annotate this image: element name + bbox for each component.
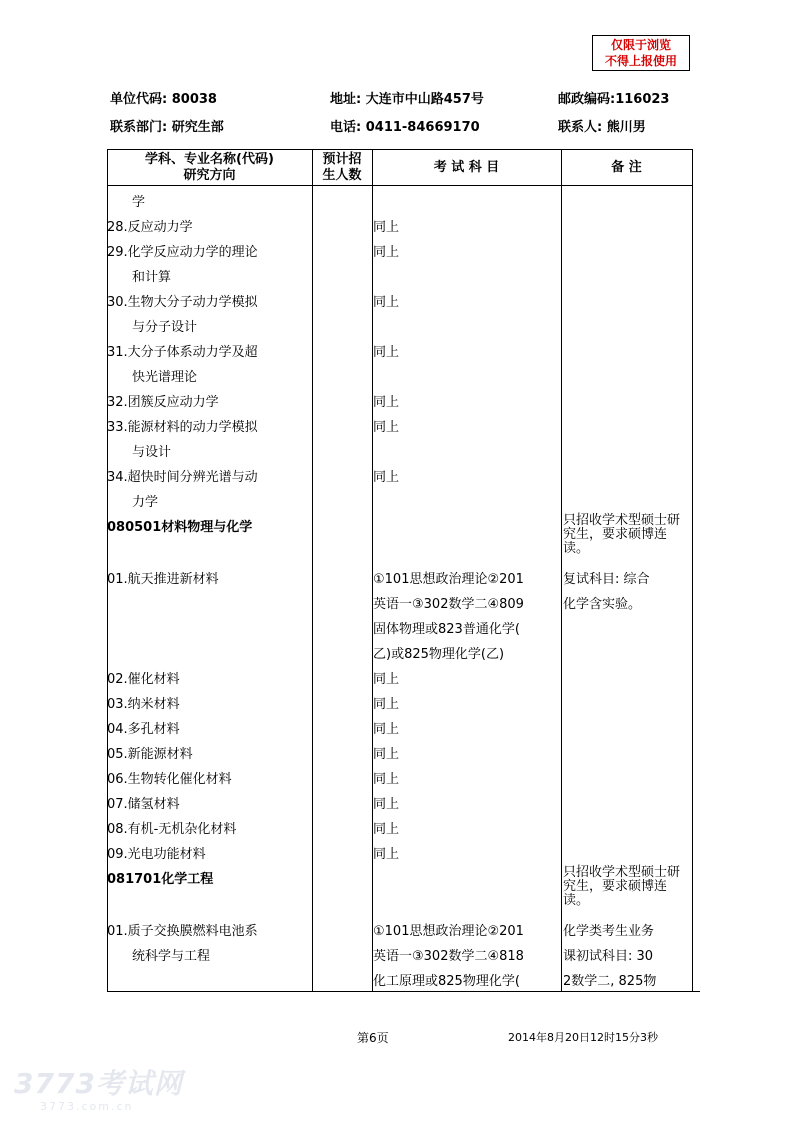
row-discipline: 05.新能源材料 [107, 747, 193, 762]
row-discipline: 统科学与工程 [132, 949, 211, 964]
row-exam-subjects: 同上 [373, 747, 400, 762]
header-remarks: 备 注 [611, 160, 642, 175]
row-discipline: 08.有机-无机杂化材料 [107, 822, 237, 837]
address: 地址: 大连市中山路457号 [330, 92, 484, 107]
row-exam-subjects: 同上 [373, 295, 400, 310]
admission-table [107, 149, 693, 992]
row-discipline: 33.能源材料的动力学模拟 [107, 420, 258, 435]
row-exam-subjects: 同上 [373, 345, 400, 360]
row-exam-subjects: 化工原理或825物理化学( [373, 974, 520, 989]
row-exam-subjects: 英语一③302数学二④809 [373, 597, 524, 612]
row-exam-subjects: 同上 [373, 395, 400, 410]
page-number: 第6页 [357, 1031, 389, 1045]
header-discipline [107, 150, 312, 186]
contact-department: 联系部门: 研究生部 [110, 120, 224, 135]
site-watermark-logo [14, 1062, 183, 1113]
row-discipline: 01.航天推进新材料 [107, 572, 219, 587]
row-remarks: 2数学二, 825物 [563, 974, 657, 989]
contact-person: 联系人: 熊川男 [558, 120, 646, 135]
header-discipline-line1: 学科、专业名称(代码) [145, 152, 274, 167]
row-discipline: 04.多孔材料 [107, 722, 180, 737]
row-exam-subjects: 同上 [373, 672, 400, 687]
row-discipline: 081701化学工程 [107, 872, 214, 887]
row-exam-subjects: ①101思想政治理论②201 [373, 572, 524, 587]
row-discipline: 03.纳米材料 [107, 697, 180, 712]
row-exam-subjects: 同上 [373, 847, 400, 862]
watermark-logo-text: 3773考试网 [14, 1067, 183, 1100]
row-exam-subjects: 同上 [373, 822, 400, 837]
header-exam-subjects: 考 试 科 目 [433, 160, 500, 175]
postal-code: 邮政编码:116023 [558, 92, 670, 107]
stamp-line-2: 不得上报使用 [604, 54, 677, 68]
row-remarks: 化学类考生业务 [563, 924, 655, 939]
row-remarks: 只招收学术型硕士研究生，要求硕博连读。 [563, 865, 681, 908]
row-exam-subjects: 同上 [373, 772, 400, 787]
row-discipline: 学 [132, 195, 146, 210]
row-discipline: 080501材料物理与化学 [107, 520, 253, 535]
row-remarks: 只招收学术型硕士研究生，要求硕博连读。 [563, 513, 681, 556]
row-remarks: 化学含实验。 [563, 597, 642, 612]
row-exam-subjects: 英语一③302数学二④818 [373, 949, 524, 964]
row-discipline: 快光谱理论 [132, 370, 198, 385]
row-discipline: 01.质子交换膜燃料电池系 [107, 924, 258, 939]
row-exam-subjects: 乙)或825物理化学(乙) [373, 647, 505, 662]
row-discipline: 07.储氢材料 [107, 797, 180, 812]
row-exam-subjects: 同上 [373, 722, 400, 737]
row-exam-subjects: 固体物理或823普通化学( [373, 622, 520, 637]
row-remarks: 复试科目: 综合 [563, 572, 650, 587]
row-exam-subjects: 同上 [373, 470, 400, 485]
row-exam-subjects: 同上 [373, 420, 400, 435]
row-exam-subjects: 同上 [373, 220, 400, 235]
row-exam-subjects: ①101思想政治理论②201 [373, 924, 524, 939]
row-discipline: 31.大分子体系动力学及超 [107, 345, 258, 360]
row-discipline: 34.超快时间分辨光谱与动 [107, 470, 258, 485]
row-discipline: 30.生物大分子动力学模拟 [107, 295, 258, 310]
row-exam-subjects: 同上 [373, 697, 400, 712]
row-exam-subjects: 同上 [373, 245, 400, 260]
row-discipline: 力学 [132, 495, 159, 510]
watermark-url: 3773.com.cn [40, 1100, 134, 1113]
phone: 电话: 0411-84669170 [330, 120, 480, 135]
row-exam-subjects: 同上 [373, 797, 400, 812]
row-discipline: 28.反应动力学 [107, 220, 193, 235]
row-discipline: 06.生物转化催化材料 [107, 772, 232, 787]
row-discipline: 09.光电功能材料 [107, 847, 206, 862]
row-discipline: 与分子设计 [132, 320, 198, 335]
header-enrollment-line1: 预计招 [322, 152, 362, 167]
header-discipline-line2: 研究方向 [183, 168, 236, 183]
row-discipline: 和计算 [132, 270, 172, 285]
unit-code: 单位代码: 80038 [110, 92, 217, 107]
header-enrollment-line2: 生人数 [322, 168, 362, 183]
header-enrollment [312, 150, 372, 186]
row-remarks: 课初试科目: 30 [563, 949, 654, 964]
row-discipline: 与设计 [132, 445, 172, 460]
row-discipline: 02.催化材料 [107, 672, 180, 687]
row-discipline: 29.化学反应动力学的理论 [107, 245, 258, 260]
browse-only-stamp [592, 35, 690, 71]
stamp-line-1: 仅限于浏览 [610, 38, 671, 52]
timestamp: 2014年8月20日12时15分3秒 [508, 1031, 658, 1044]
row-discipline: 32.团簇反应动力学 [107, 395, 219, 410]
